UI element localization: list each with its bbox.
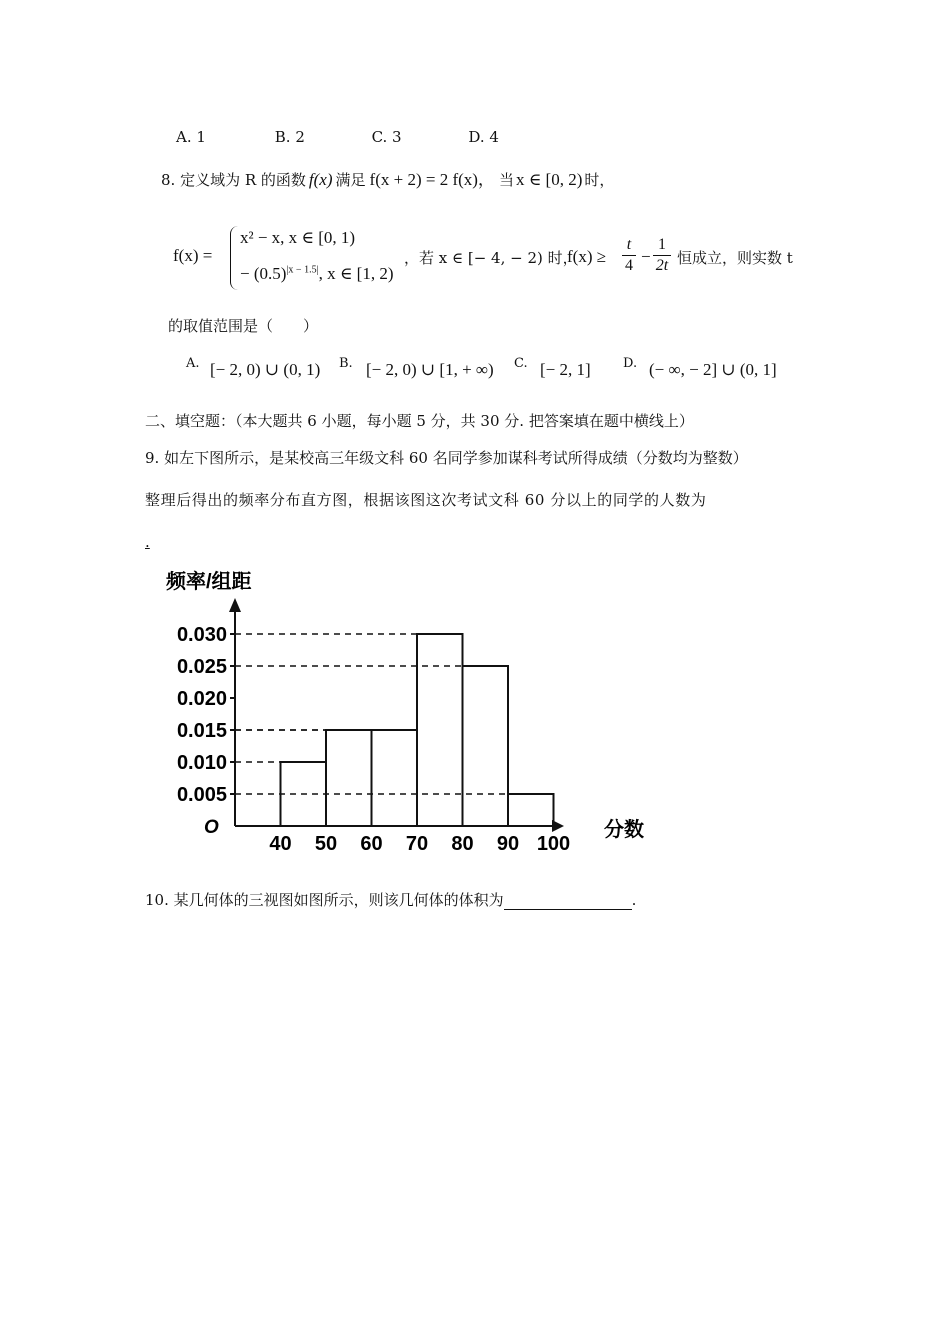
x-tick-label: 60 — [360, 833, 383, 855]
x-tick-label: 90 — [496, 833, 520, 855]
q9-line1: 9. 如左下图所示，是某校高三年级文科 60 名同学参加谋科考试所得成绩（分数均为整数） — [145, 449, 748, 467]
q10-end: . — [631, 891, 637, 909]
q8-case2-base: − (0.5) — [240, 264, 287, 283]
q10-answer-blank — [504, 893, 632, 910]
q10 — [145, 890, 636, 910]
q8-option-a-label: A. — [186, 356, 200, 371]
y-tick-label: 0.015 — [176, 720, 227, 742]
q8-functional-equation: f(x + 2) = 2 f(x)， — [369, 170, 495, 189]
q8-option-c: [− 2, 1] — [540, 360, 591, 379]
q8-line1-end: 时， — [584, 171, 615, 189]
q8-frac-1-over-2t: 1 2t — [653, 236, 671, 275]
q8-case2-exponent: |x − 1.5| — [286, 264, 319, 276]
q9-line2: 整理后得出的频率分布直方图，根据该图这次考试文科 60 分以上的同学的人数为 — [145, 491, 707, 509]
q8-if: ，若 x ∈ [− 4, − 2) 时， — [404, 249, 578, 267]
q8-satisfies: 满足 — [335, 171, 366, 189]
y-tick-label: 0.020 — [176, 688, 227, 710]
histogram-bar — [326, 730, 372, 826]
x-tick-label: 100 — [536, 833, 571, 855]
histogram-bar — [508, 794, 554, 826]
q8-options — [186, 356, 786, 386]
q8-case1: x² − x, x ∈ [0, 1) — [240, 228, 356, 247]
q8-option-b: [− 2, 0) ∪ [1, + ∞) — [366, 360, 494, 379]
q9-line3: . — [145, 533, 150, 551]
q8-ineq-lhs: f(x) ≥ — [567, 247, 607, 266]
x-axis-arrow-icon — [552, 820, 564, 832]
x-tick-label: 50 — [314, 833, 338, 855]
x-tick-label: 70 — [405, 833, 429, 855]
q8-option-c-label: C. — [514, 356, 528, 371]
q7-options — [176, 127, 499, 147]
q8-option-d-label: D. — [623, 356, 638, 371]
q8-minus: − — [641, 247, 651, 266]
histogram-bar — [463, 666, 509, 826]
origin-label: O — [204, 817, 219, 838]
q7-option-c: C. 3 — [371, 128, 402, 146]
q8-case2 — [240, 264, 393, 284]
q8-fx: f(x) — [308, 170, 333, 189]
histogram-bar — [372, 730, 418, 826]
y-tick-label: 0.005 — [176, 784, 227, 806]
q8-when: 当 — [498, 171, 514, 189]
histogram-bar — [417, 634, 463, 826]
q8-option-a: [− 2, 0) ∪ (0, 1) — [210, 360, 321, 379]
q8-frac-t-over-4: t 4 — [622, 236, 636, 275]
q8-intro: 8. 定义域为 R 的函数 — [161, 171, 306, 189]
q7-option-a: A. 1 — [176, 128, 206, 146]
q8-f-lhs: f(x) = — [173, 246, 213, 265]
q8-option-d: (− ∞, − 2] ∪ (0, 1] — [649, 360, 777, 379]
x-axis-label: 分数 — [604, 819, 644, 841]
q8-line3: 的取值范围是（ ） — [168, 317, 319, 335]
y-axis-label: 频率/组距 — [166, 571, 252, 593]
q7-option-b: B. 2 — [274, 128, 305, 146]
x-tick-label: 80 — [451, 833, 474, 855]
q8-case2-domain: , x ∈ [1, 2) — [318, 264, 394, 283]
q8-option-b-label: B. — [339, 356, 353, 371]
y-tick-label: 0.025 — [176, 656, 227, 678]
y-tick-label: 0.010 — [176, 752, 227, 774]
q8-tail: 恒成立，则实数 t — [677, 249, 793, 267]
q8-line1 — [161, 170, 614, 190]
x-tick-label: 40 — [269, 833, 292, 855]
q10-text: 10. 某几何体的三视图如图所示，则该几何体的体积为 — [145, 891, 504, 909]
q8-condition: x ∈ [0, 2) — [515, 170, 583, 189]
frequency-histogram — [160, 560, 680, 860]
y-tick-label: 0.030 — [176, 624, 227, 646]
q7-option-d: D. 4 — [468, 128, 499, 146]
section-heading: 二、填空题：（本大题共 6 小题，每小题 5 分，共 30 分. 把答案填在题中横线上） — [145, 412, 694, 430]
y-axis-arrow-icon — [229, 598, 241, 612]
